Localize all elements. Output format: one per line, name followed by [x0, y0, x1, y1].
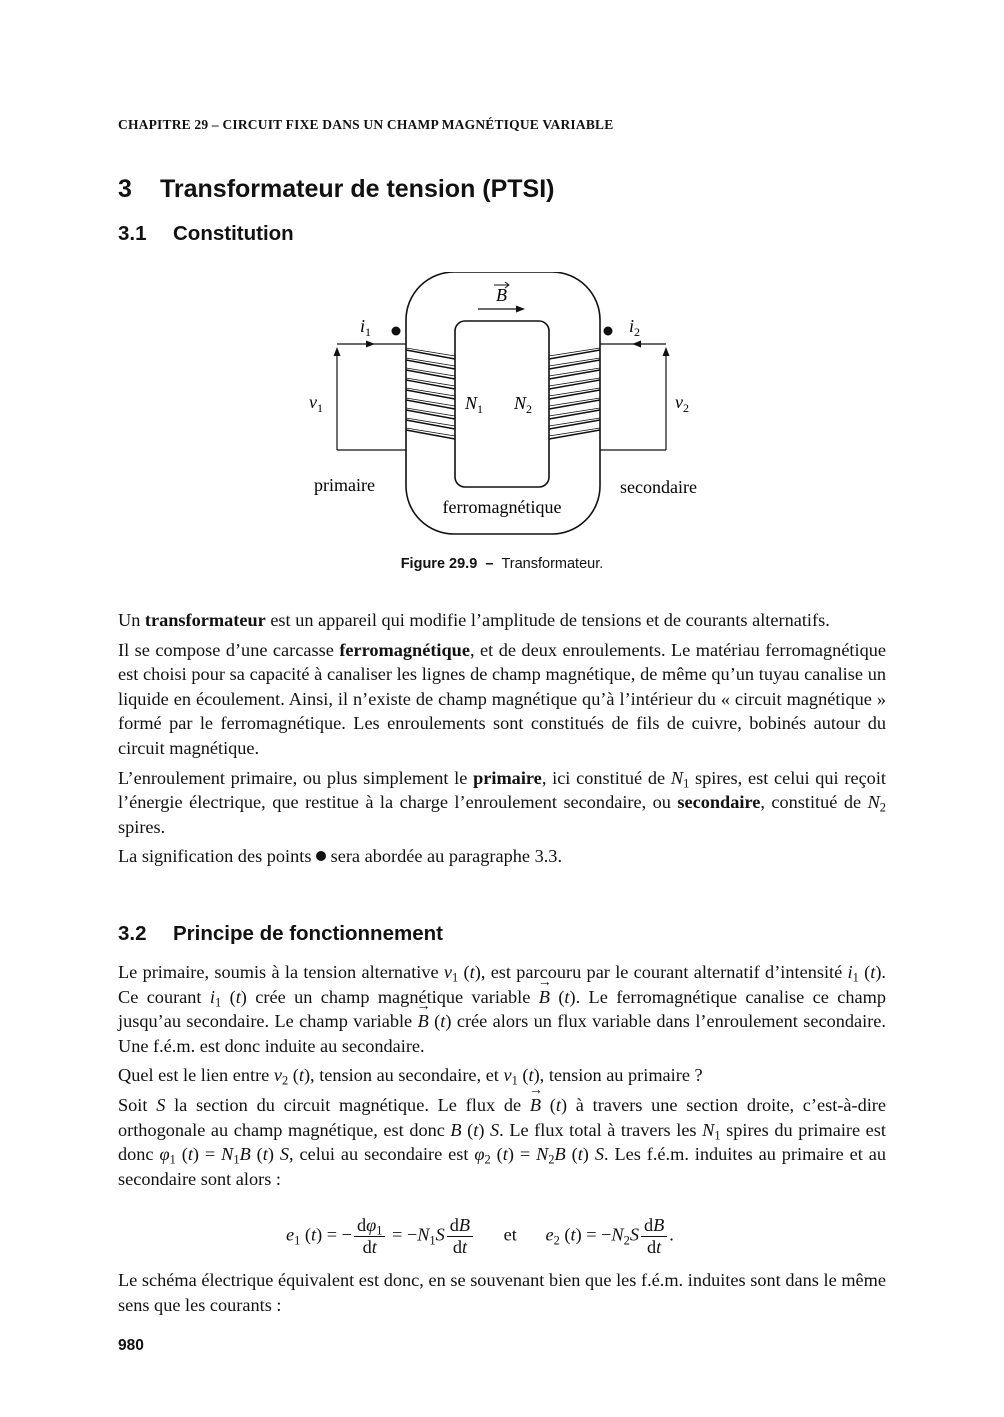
secondaire-label: secondaire [620, 477, 697, 497]
primaire-label: primaire [314, 475, 375, 495]
subsection-number: 3.1 [118, 222, 147, 245]
paragraph: L’enroulement primaire, ou plus simplement le primaire, ici constitué de $N_1$ spires, est celui qui reçoit l’énergie électrique, que restitue à la charge l’enroulement secondaire, ou secondaire, constitué de $N_2$ spires. [118, 767, 887, 837]
i2-label: $i_2$ [629, 316, 641, 339]
figure-caption [0, 556, 1004, 572]
figure-caption-label: Figure 29.9 [400, 556, 478, 572]
chapter-title: CIRCUIT FIXE DANS UN CHAMP MAGNÉTIQUE VARIABLE [222, 117, 614, 132]
page-number: 980 [118, 1337, 144, 1354]
secondary-dot [604, 327, 613, 336]
principe-text [118, 960, 886, 1196]
v2-label: $v_2$ [675, 392, 689, 415]
i1-label: $i_1$ [360, 316, 372, 339]
figure-caption-sep: – [485, 556, 494, 572]
emf-equation: $e_1$ (t) = − $\frac{d\varphi_1}{dt}$ = $-N_1S$ $\frac{dB}{dt}$ et $e_2$ $(t) = -N_2S$ $\frac{dB}{dt}$ . [286, 1215, 674, 1257]
running-head [118, 117, 613, 133]
n1-label: $N_1$ [465, 393, 484, 416]
equation-et: et [503, 1224, 517, 1245]
paragraph: Il se compose d’une carcasse ferromagnétique, et de deux enroulements. Le matériau ferromagnétique est choisi pour sa capacité à canaliser les lignes de champ magnétique, de même qu’un tuyau canalise un liquide en écoulement. Ainsi, il n’existe de champ magnétique qu’à l’intérieur du « circuit magnétique » formé par le ferromagnétique. Les enroulements sont constitués de fils de cuivre, bobinés autour du circuit magnétique. [118, 639, 886, 758]
subsection-title: Constitution [173, 222, 294, 245]
subsection-title: Principe de fonctionnement [173, 922, 443, 945]
paragraph: Le primaire, soumis à la tension alternative $v_1$ (t), est parcouru par le courant alternatif d’intensité $i_1$ (t). Ce courant $i_1$ (t) crée un champ magnétique variable → B (t). Le ferromagnétique canalise ce champ jusqu’au secondaire. Le champ variable → B (t) crée alors un flux variable dans l’enroulement secondaire. Une f.é.m. est donc induite au secondaire. [118, 960, 886, 1058]
subsection-heading-principe [118, 922, 443, 946]
subsection-number: 3.2 [118, 922, 147, 945]
section-heading [118, 175, 555, 204]
closing-text [118, 1268, 886, 1322]
paragraph: Le schéma électrique équivalent est donc, en se souvenant bien que les f.é.m. induites sont dans le même sens que les courants : [118, 1270, 886, 1315]
ferro-label: ferromagnétique [442, 497, 562, 517]
paragraph: Un transformateur est un appareil qui modifie l’amplitude de tensions et de courants alternatifs. [118, 610, 830, 630]
secondary-coil [549, 348, 600, 439]
section-title: Transformateur de tension (PTSI) [160, 175, 555, 203]
paragraph: La signification des points sera abordée au paragraphe 3.3. [118, 846, 563, 867]
paragraph: Quel est le lien entre $v_2$ (t), tension au secondaire, et $v_1$ (t), tension au primaire ? [118, 1065, 703, 1089]
constitution-text [118, 608, 886, 874]
primary-coil [406, 348, 455, 439]
v2-arrow-head [663, 347, 670, 356]
i2-arrow-head [632, 341, 641, 348]
chapter-prefix: CHAPITRE 29 – [118, 117, 223, 132]
dot-symbol [316, 851, 326, 861]
paragraph: Soit S la section du circuit magnétique. Le flux de → B (t) à travers une section droite, c’est-à-dire orthogonale au champ magnétique, est donc B (t) S. Le flux total à travers les $N_1$ spires du primaire est donc $\varphi_1$ $(t) = N_1B$ (t) S, celui au secondaire est $\varphi_2$ $(t) = N_2B$ (t) S. Les f.é.m. induites au primaire et au secondaire sont alors : [118, 1093, 886, 1191]
v1-label: $v_1$ [309, 392, 323, 415]
figure-caption-text: Transformateur. [501, 556, 604, 572]
subsection-heading-constitution [118, 222, 294, 246]
primary-dot [392, 327, 401, 336]
transformer-figure [300, 272, 720, 542]
v1-arrow-head [334, 347, 341, 356]
section-number: 3 [118, 175, 132, 203]
b-field-arrow-head [516, 306, 525, 313]
i1-arrow-head [366, 341, 375, 348]
b-label: B [496, 285, 507, 305]
n2-label: $N_2$ [514, 393, 533, 416]
